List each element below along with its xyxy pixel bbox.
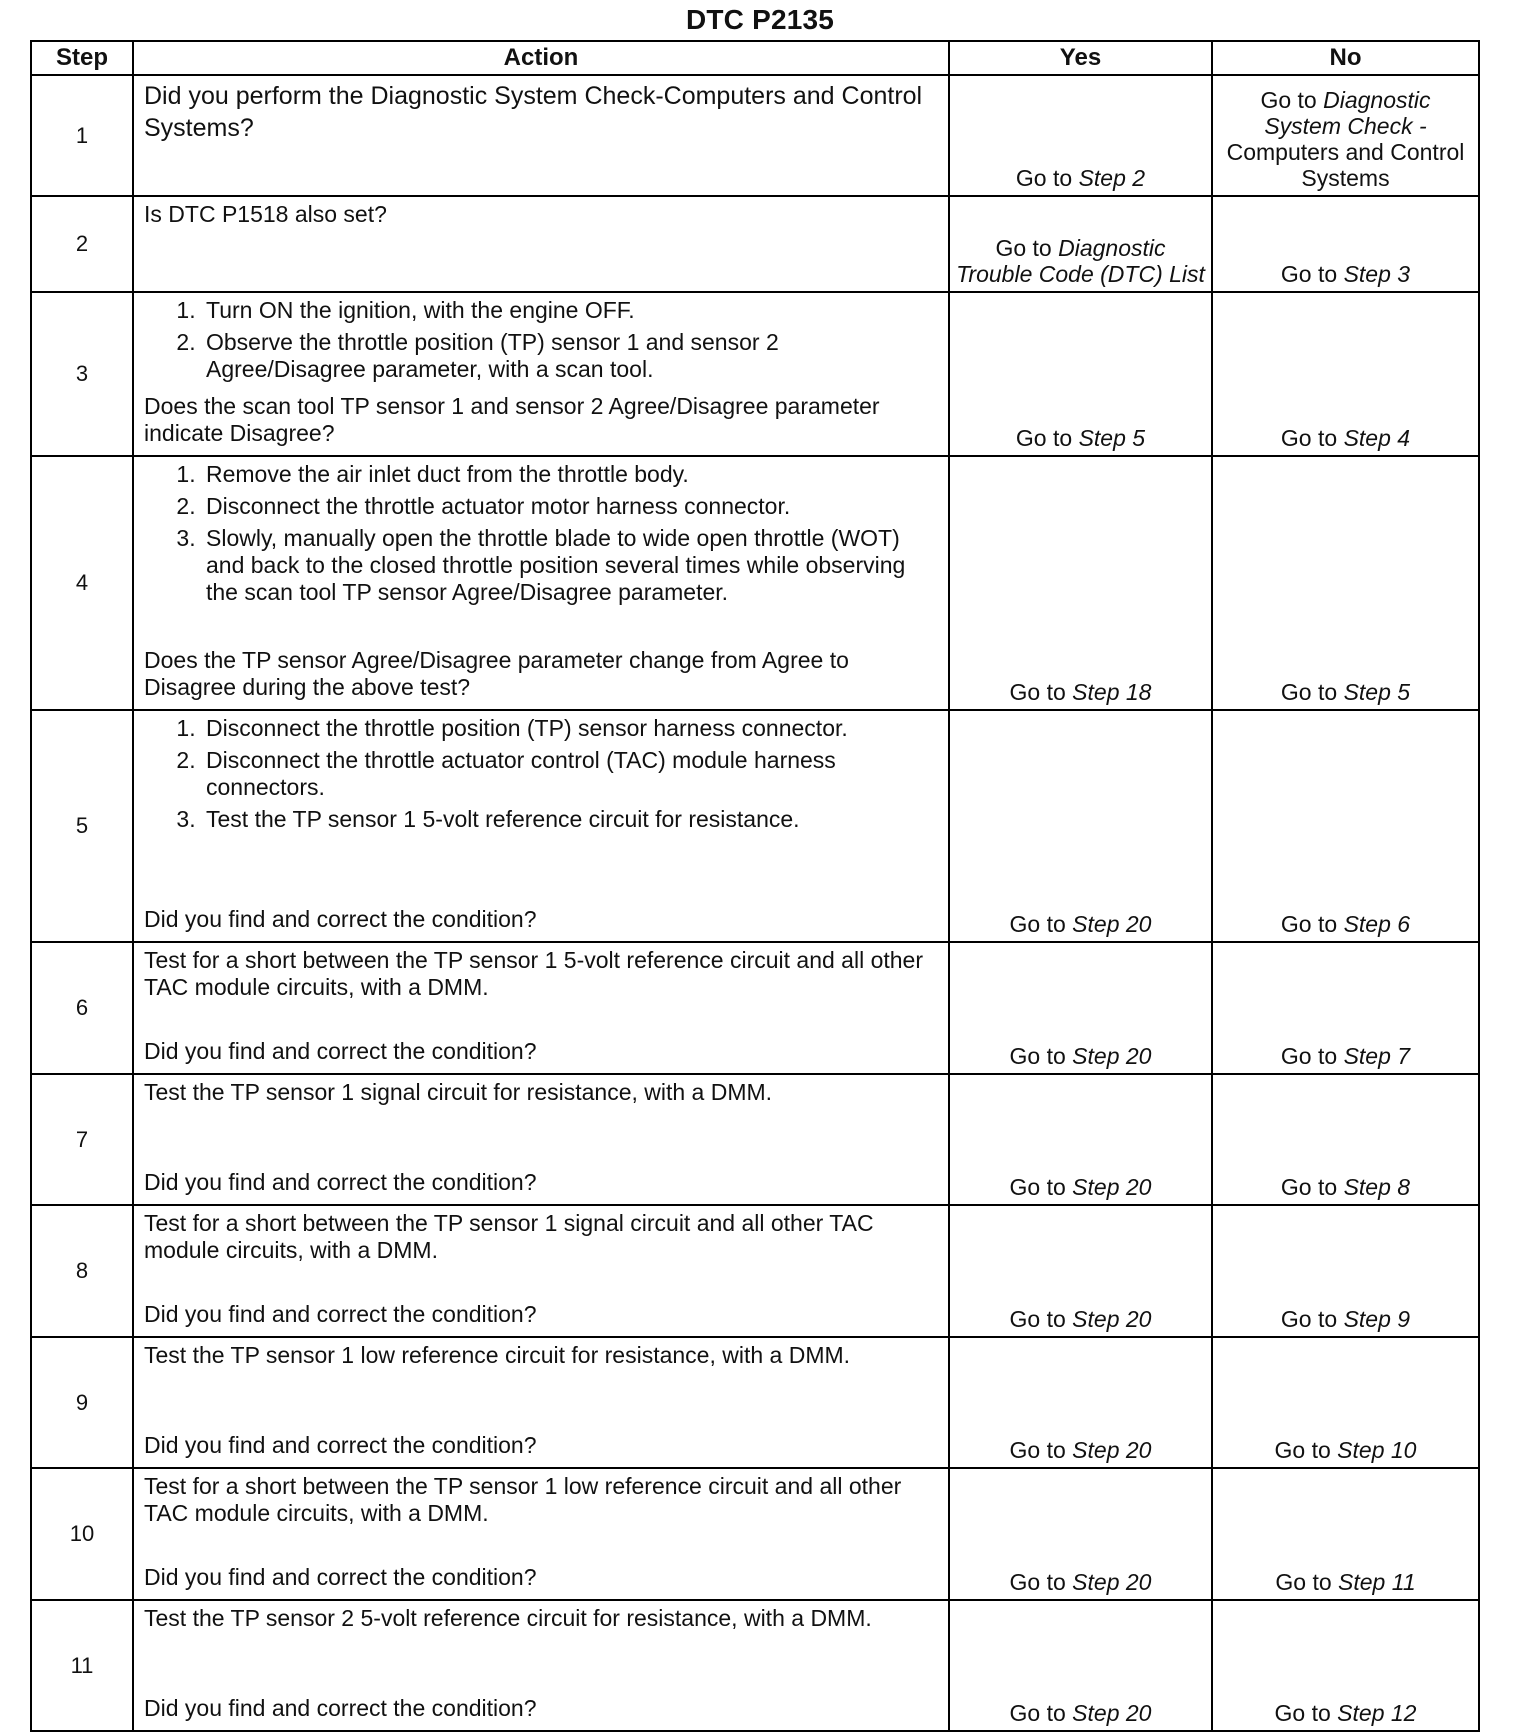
table-row xyxy=(31,1074,1479,1205)
action-cell xyxy=(133,942,949,1074)
header-no: No xyxy=(1212,41,1479,75)
action-content xyxy=(144,1605,938,1722)
no-goto-target: Step 10 xyxy=(1337,1437,1417,1463)
action-text: Test the TP sensor 1 signal circuit for resistance, with a DMM. xyxy=(144,1079,773,1105)
table-row xyxy=(31,456,1479,710)
yes-goto-target: Step 20 xyxy=(1072,1043,1152,1069)
action-step-item: 3. Slowly, manually open the throttle blade to wide open throttle (WOT) and back to the closed throttle position several times while observing the scan tool TP sensor Agree/Disagree parameter. xyxy=(202,525,938,606)
no-cell xyxy=(1212,1074,1479,1205)
action-text: Is DTC P1518 also set? xyxy=(144,201,387,227)
table-row xyxy=(31,710,1479,942)
yes-goto-label: Go to xyxy=(1015,165,1079,191)
yes-goto-label: Go to xyxy=(1009,1043,1073,1069)
action-question: Did you find and correct the condition? xyxy=(144,1432,537,1458)
step-number: 4 xyxy=(31,456,133,710)
yes-cell xyxy=(949,710,1212,942)
table-row xyxy=(31,1600,1479,1731)
no-goto-label: Go to xyxy=(1280,1174,1344,1200)
no-cell xyxy=(1212,196,1479,292)
yes-goto-target: Step 20 xyxy=(1072,1569,1152,1595)
action-cell xyxy=(133,75,949,196)
step-number: 6 xyxy=(31,942,133,1074)
action-content xyxy=(144,947,938,1065)
step-number: 10 xyxy=(31,1468,133,1600)
action-cell xyxy=(133,1337,949,1468)
action-step-item: 1. Disconnect the throttle position (TP) sensor harness connector. xyxy=(202,715,938,742)
no-cell xyxy=(1212,942,1479,1074)
step-number: 9 xyxy=(31,1337,133,1468)
yes-goto-target: Step 20 xyxy=(1072,1174,1152,1200)
no-goto-label: Go to xyxy=(1280,1043,1344,1069)
no-cell xyxy=(1212,1468,1479,1600)
no-goto-tail: Computers and Control Systems xyxy=(1226,139,1465,191)
action-cell xyxy=(133,1468,949,1600)
header-yes: Yes xyxy=(949,41,1212,75)
yes-cell xyxy=(949,942,1212,1074)
no-cell xyxy=(1212,1205,1479,1337)
no-goto-label: Go to xyxy=(1280,261,1344,287)
action-question: Does the scan tool TP sensor 1 and sensor 2 Agree/Disagree parameter indicate Disagree? xyxy=(144,393,880,446)
yes-goto-target: Step 20 xyxy=(1072,1437,1152,1463)
action-step-item: 1. Remove the air inlet duct from the throttle body. xyxy=(202,461,938,488)
action-question: Did you find and correct the condition? xyxy=(144,906,537,932)
action-question: Did you find and correct the condition? xyxy=(144,1169,537,1195)
step-number: 3 xyxy=(31,292,133,456)
yes-goto-label: Go to xyxy=(995,235,1059,261)
no-goto-label: Go to xyxy=(1280,1306,1344,1332)
document-title: DTC P2135 xyxy=(685,4,835,35)
action-question: Did you find and correct the condition? xyxy=(144,1038,537,1064)
action-text: Test for a short between the TP sensor 1 5-volt reference circuit and all other TAC module circuits, with a DMM. xyxy=(144,947,924,1000)
action-cell xyxy=(133,292,949,456)
no-goto-label: Go to xyxy=(1260,87,1324,113)
action-content xyxy=(144,80,938,187)
yes-goto-label: Go to xyxy=(1009,911,1073,937)
no-goto-target: Step 6 xyxy=(1343,911,1411,937)
no-goto-label: Go to xyxy=(1280,911,1344,937)
action-step-item: 2. Disconnect the throttle actuator control (TAC) module harness connectors. xyxy=(202,747,938,801)
no-goto-label: Go to xyxy=(1274,1437,1338,1463)
action-content xyxy=(144,1473,938,1591)
step-number: 11 xyxy=(31,1600,133,1731)
header-row xyxy=(31,41,1479,75)
action-cell xyxy=(133,1074,949,1205)
yes-cell xyxy=(949,456,1212,710)
no-goto-target: Step 12 xyxy=(1337,1700,1417,1726)
action-step-item: 3. Test the TP sensor 1 5-volt reference circuit for resistance. xyxy=(202,806,938,833)
action-content xyxy=(144,1342,938,1459)
yes-cell xyxy=(949,1600,1212,1731)
yes-cell xyxy=(949,1205,1212,1337)
action-content xyxy=(144,715,938,933)
action-content xyxy=(144,461,938,701)
step-number: 7 xyxy=(31,1074,133,1205)
yes-goto-label: Go to xyxy=(1009,679,1073,705)
yes-goto-label: Go to xyxy=(1009,1437,1073,1463)
no-goto-target: Step 7 xyxy=(1343,1043,1411,1069)
yes-goto-target: Step 2 xyxy=(1078,165,1146,191)
yes-cell xyxy=(949,1074,1212,1205)
no-goto-target: Step 9 xyxy=(1343,1306,1411,1332)
action-cell xyxy=(133,1205,949,1337)
yes-goto-target: Step 5 xyxy=(1078,425,1146,451)
no-cell xyxy=(1212,456,1479,710)
table-row xyxy=(31,196,1479,292)
action-content xyxy=(144,1210,938,1328)
yes-goto-label: Go to xyxy=(1015,425,1079,451)
step-number: 1 xyxy=(31,75,133,196)
yes-goto-target: Step 20 xyxy=(1072,1700,1152,1726)
action-step-item: 2. Observe the throttle position (TP) sensor 1 and sensor 2 Agree/Disagree parameter, with a scan tool. xyxy=(202,329,938,383)
no-goto-label: Go to xyxy=(1280,679,1344,705)
table-row xyxy=(31,292,1479,456)
yes-goto-target: Step 20 xyxy=(1072,911,1152,937)
yes-goto-label: Go to xyxy=(1009,1174,1073,1200)
yes-cell xyxy=(949,1468,1212,1600)
action-question: Did you find and correct the condition? xyxy=(144,1695,537,1721)
action-step-item: 1. Turn ON the ignition, with the engine OFF. xyxy=(202,297,938,324)
step-number: 8 xyxy=(31,1205,133,1337)
yes-cell xyxy=(949,292,1212,456)
table-row xyxy=(31,75,1479,196)
action-cell xyxy=(133,1600,949,1731)
table-row xyxy=(31,942,1479,1074)
yes-goto-target: Diagnostic Trouble Code (DTC) List xyxy=(956,235,1205,287)
yes-cell xyxy=(949,75,1212,196)
yes-goto-label: Go to xyxy=(1009,1569,1073,1595)
action-content xyxy=(144,297,938,447)
no-goto-label: Go to xyxy=(1275,1569,1339,1595)
action-steps xyxy=(144,715,938,838)
diagnostic-table xyxy=(30,40,1480,1732)
no-goto-target: Step 3 xyxy=(1343,261,1411,287)
step-number: 5 xyxy=(31,710,133,942)
table-row xyxy=(31,1468,1479,1600)
action-content xyxy=(144,1079,938,1196)
no-cell xyxy=(1212,710,1479,942)
action-text: Test the TP sensor 2 5-volt reference circuit for resistance, with a DMM. xyxy=(144,1605,872,1631)
yes-cell xyxy=(949,1337,1212,1468)
action-cell xyxy=(133,196,949,292)
action-text: Test for a short between the TP sensor 1 signal circuit and all other TAC module circuits, with a DMM. xyxy=(144,1210,874,1263)
action-content xyxy=(144,201,938,283)
action-question: Did you find and correct the condition? xyxy=(144,1301,537,1327)
yes-goto-target: Step 20 xyxy=(1072,1306,1152,1332)
action-question: Does the TP sensor Agree/Disagree parameter change from Agree to Disagree during the above test? xyxy=(144,647,849,700)
yes-cell xyxy=(949,196,1212,292)
no-goto-target: Step 4 xyxy=(1343,425,1411,451)
action-steps xyxy=(144,297,938,388)
action-step-item: 2. Disconnect the throttle actuator motor harness connector. xyxy=(202,493,938,520)
no-cell xyxy=(1212,1600,1479,1731)
no-goto-target: Step 11 xyxy=(1338,1569,1416,1595)
yes-goto-target: Step 18 xyxy=(1072,679,1152,705)
no-cell xyxy=(1212,75,1479,196)
yes-goto-label: Go to xyxy=(1009,1306,1073,1332)
action-text: Test for a short between the TP sensor 1 low reference circuit and all other TAC module circuits, with a DMM. xyxy=(144,1473,902,1526)
no-cell xyxy=(1212,292,1479,456)
action-text: Test the TP sensor 1 low reference circuit for resistance, with a DMM. xyxy=(144,1342,851,1368)
action-text: Did you perform the Diagnostic System Check-Computers and Control Systems? xyxy=(144,82,923,142)
action-cell xyxy=(133,456,949,710)
header-action: Action xyxy=(133,41,949,75)
action-steps xyxy=(144,461,938,611)
table-row xyxy=(31,1205,1479,1337)
step-number: 2 xyxy=(31,196,133,292)
table-row xyxy=(31,1337,1479,1468)
no-goto-target: Diagnostic System Check - xyxy=(1264,87,1431,139)
no-goto-target: Step 8 xyxy=(1343,1174,1411,1200)
header-step: Step xyxy=(31,41,133,75)
no-goto-label: Go to xyxy=(1280,425,1344,451)
action-cell xyxy=(133,710,949,942)
no-goto-target: Step 5 xyxy=(1343,679,1411,705)
no-goto-label: Go to xyxy=(1274,1700,1338,1726)
action-question: Did you find and correct the condition? xyxy=(144,1564,537,1590)
no-cell xyxy=(1212,1337,1479,1468)
yes-goto-label: Go to xyxy=(1009,1700,1073,1726)
